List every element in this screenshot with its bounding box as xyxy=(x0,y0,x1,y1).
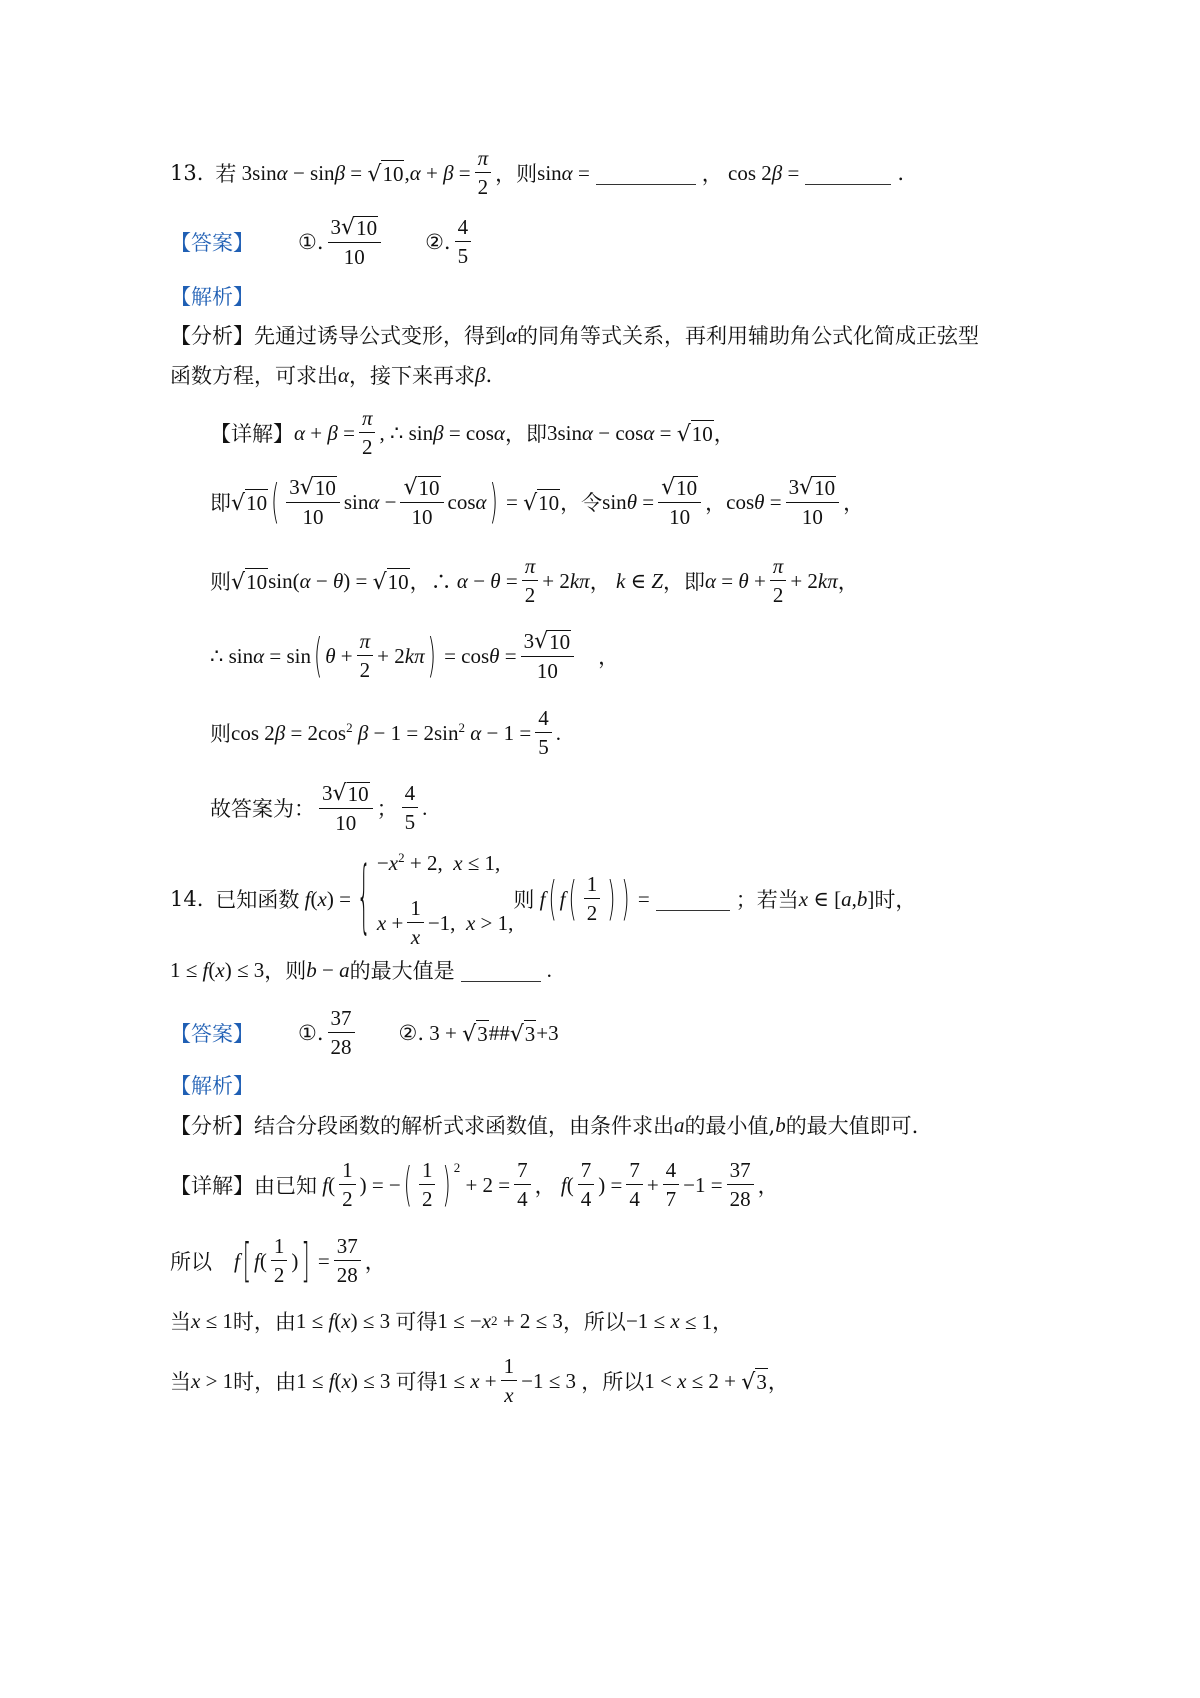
youyizhi: 由已知 xyxy=(254,1174,317,1198)
a13-line: 【答案】 ①. 3 √ 10 10 ②. $\frac{4}{5}$ xyxy=(170,216,475,268)
q14-ruodang: ；若当 xyxy=(735,888,799,912)
xiangjie14-line-4: 当 x > 1 时，由 1 ≤ f ( x ) ≤ 3 可得 1 ≤ x + $\frac{1}{x}$ −1 ≤ 3 ，所以 1 < x ≤ 2 + √ 3 ， xyxy=(170,1354,789,1407)
q14-line-2: 1 ≤ f ( x ) ≤ 3 ，则 b − a 的最大值是 . xyxy=(170,955,552,985)
ji-3: 即 xyxy=(684,570,705,594)
fenxi14-text: 结合分段函数的解析式求函数值，由条件求出 xyxy=(254,1114,674,1138)
xiangjie-label-14: 【详解】 xyxy=(170,1174,254,1198)
a14-sep: ## xyxy=(488,1020,510,1045)
shi-you-2: 时，由 xyxy=(233,1370,297,1394)
analysis-label-13: 【解析】 xyxy=(170,285,254,309)
q13-intro: 若 xyxy=(215,162,237,186)
fenxi13-text: 先通过诱导公式变形，得到 xyxy=(254,324,506,348)
xiangjie-label: 【详解】 xyxy=(210,422,294,446)
xiangjie13-line-3: 则 √ 10 sin( α − θ ) = √ 10 ，∴ α − θ = $\frac{\pi}{2}$ + 2 kπ ， k ∈ Z ， 即 α = θ + $\frac{\pi}{2}$ + 2 kπ ， xyxy=(210,554,859,607)
q13-blank-2[interactable] xyxy=(805,162,891,185)
q13-comma: ， xyxy=(701,162,723,186)
xiangjie13-line-5: 则 cos 2 β = $2\cos^2$ β − $1 = 2\sin^2$ α − 1 = $\frac{4}{5}$ . xyxy=(210,706,561,759)
q14-blank-2[interactable] xyxy=(461,959,541,982)
analysis-label-14: 【解析】 xyxy=(170,1074,254,1098)
q14-line-1: 14. 已知函数 f ( x ) = { $-x^2 + 2$, x ≤ 1, x + $\frac{1}{x}$ −1, x > 1, 则 f ( f ( $\frac{1}{2}$ ) ) = ；若当 x ∈ [ a , b ] 时， xyxy=(170,850,917,949)
q14-intro: 已知函数 xyxy=(215,888,300,912)
xiangjie13-line-1: 【详解】 α + β = $\frac{\pi}{2}$ , ∴ sin β = cos α ， 即 3sin α − cos α = √ 10 ， xyxy=(210,406,735,459)
suoyi2-2: ，所以 xyxy=(581,1370,645,1394)
dang-1: 当 xyxy=(170,1310,191,1334)
kede-2: 可得 xyxy=(395,1370,438,1394)
fenxi13-text-2a: 函数方程，可求出 xyxy=(170,364,338,388)
fenxi-label-14: 【分析】 xyxy=(170,1114,254,1138)
fenxi13-line-1: 【分析】 先通过诱导公式变形，得到 α 的同角等式关系，再利用辅助角公式化简成正弦型 xyxy=(170,320,979,350)
q14-ze: 则 xyxy=(513,888,535,912)
fenxi13-text-2b: ，接下来再求 xyxy=(349,364,476,388)
semi: ； xyxy=(376,797,398,821)
ze-2: 则 xyxy=(210,722,231,746)
xiangjie13-line-4: ∴ sin α = sin ( θ + $\frac{\pi}{2}$ + 2 kπ ) = cos θ = 3 √ 10 10 ， xyxy=(210,628,620,683)
fenxi13-text-b: 的同角等式关系，再利用辅助角公式化简成正弦型 xyxy=(517,324,980,348)
fenxi14-line: 【分析】 结合分段函数的解析式求函数值，由条件求出 a 的最小值, b 的最大值即可. xyxy=(170,1110,918,1140)
q14-blank-1[interactable] xyxy=(656,888,730,911)
q14-shi: 时， xyxy=(874,888,917,912)
fenxi14-text-c: 的最大值即可. xyxy=(785,1114,919,1138)
xiangjie14-line-1: 【详解】 由已知 f ( $\frac{1}{2}$ ) = − ( $\frac{1}{2}$ ) $^2$ + 2 = $\frac{7}{4}$ ， f ( $\frac{7}{4}$ ) = $\frac{7}{4}$ + $\frac{4}{7}$ −1 = $\frac{37}{28}$ ， xyxy=(170,1158,779,1212)
q14-line2b: 的最大值是 xyxy=(349,959,455,983)
xiangjie13-line-6: 故答案为： 3 √ 10 10 ； $\frac{4}{5}$ . xyxy=(210,780,428,835)
fenxi14-text-b: 的最小值, xyxy=(684,1114,776,1138)
q13-line: 13. 若 3sin α − sin β = √ 10 , α + β = $\frac{\pi}{2}$ ，则 sin α = ， cos 2 β = . xyxy=(170,146,905,199)
suoyi: 所以 xyxy=(170,1250,212,1274)
fenxi13-text-2c: . xyxy=(485,363,493,387)
xiangjie14-line-3: 当 x ≤ 1 时，由 1 ≤ f ( x ) ≤ 3 可得 1 ≤ − x 2 + 2 ≤ 3 ，所以 −1 ≤ x ≤ 1， xyxy=(170,1306,733,1336)
kede-1: 可得 xyxy=(395,1310,438,1334)
ji-1: 即 xyxy=(525,422,547,446)
ji-2: 即 xyxy=(210,491,231,515)
ze-1: 则 xyxy=(210,570,231,594)
answer-label: 【答案】 xyxy=(170,231,254,255)
suoyi2-1: ，所以 xyxy=(562,1310,626,1334)
shi-you-1: 时，由 xyxy=(232,1310,296,1334)
xiangjie13-line-2: 即 √ 10 ( 3 √ 10 10 sin α − √ 10 10 cos α ) = √ 10 ，令 sin θ = √ 10 10 ， cos θ = 3 √ 10 10 ， xyxy=(210,474,865,529)
q13-then: ，则 xyxy=(495,162,538,186)
a14-circle-1: ①. xyxy=(298,1021,324,1045)
a14-circle-2: ②. xyxy=(398,1021,425,1045)
dang-2: 当 xyxy=(170,1370,191,1394)
a13-circle-2: ②. xyxy=(425,230,451,254)
guda: 故答案为： xyxy=(210,797,315,821)
a13-circle-1: ①. xyxy=(298,230,324,254)
fenxi13-line-2: 函数方程，可求出 α ，接下来再求 β . xyxy=(170,360,492,390)
xiangjie14-line-2: 所以 f [ f ( $\frac{1}{2}$ ) ] = $\frac{37}{28}$ ， xyxy=(170,1234,386,1288)
q13-period: . xyxy=(897,161,905,185)
fenxi-label: 【分析】 xyxy=(170,324,254,348)
ling: ，令 xyxy=(560,491,603,515)
q14-line2a: ，则 xyxy=(264,959,307,983)
q13-number: 13. xyxy=(170,161,204,185)
q14-number: 14. xyxy=(170,887,204,911)
a14-line: 【答案】 ①. $\frac{37}{28}$ ②. 3 + √ 3 ## √ 3 +3 xyxy=(170,1006,559,1059)
answer-label-14: 【答案】 xyxy=(170,1022,254,1046)
q13-blank-1[interactable] xyxy=(596,162,696,185)
